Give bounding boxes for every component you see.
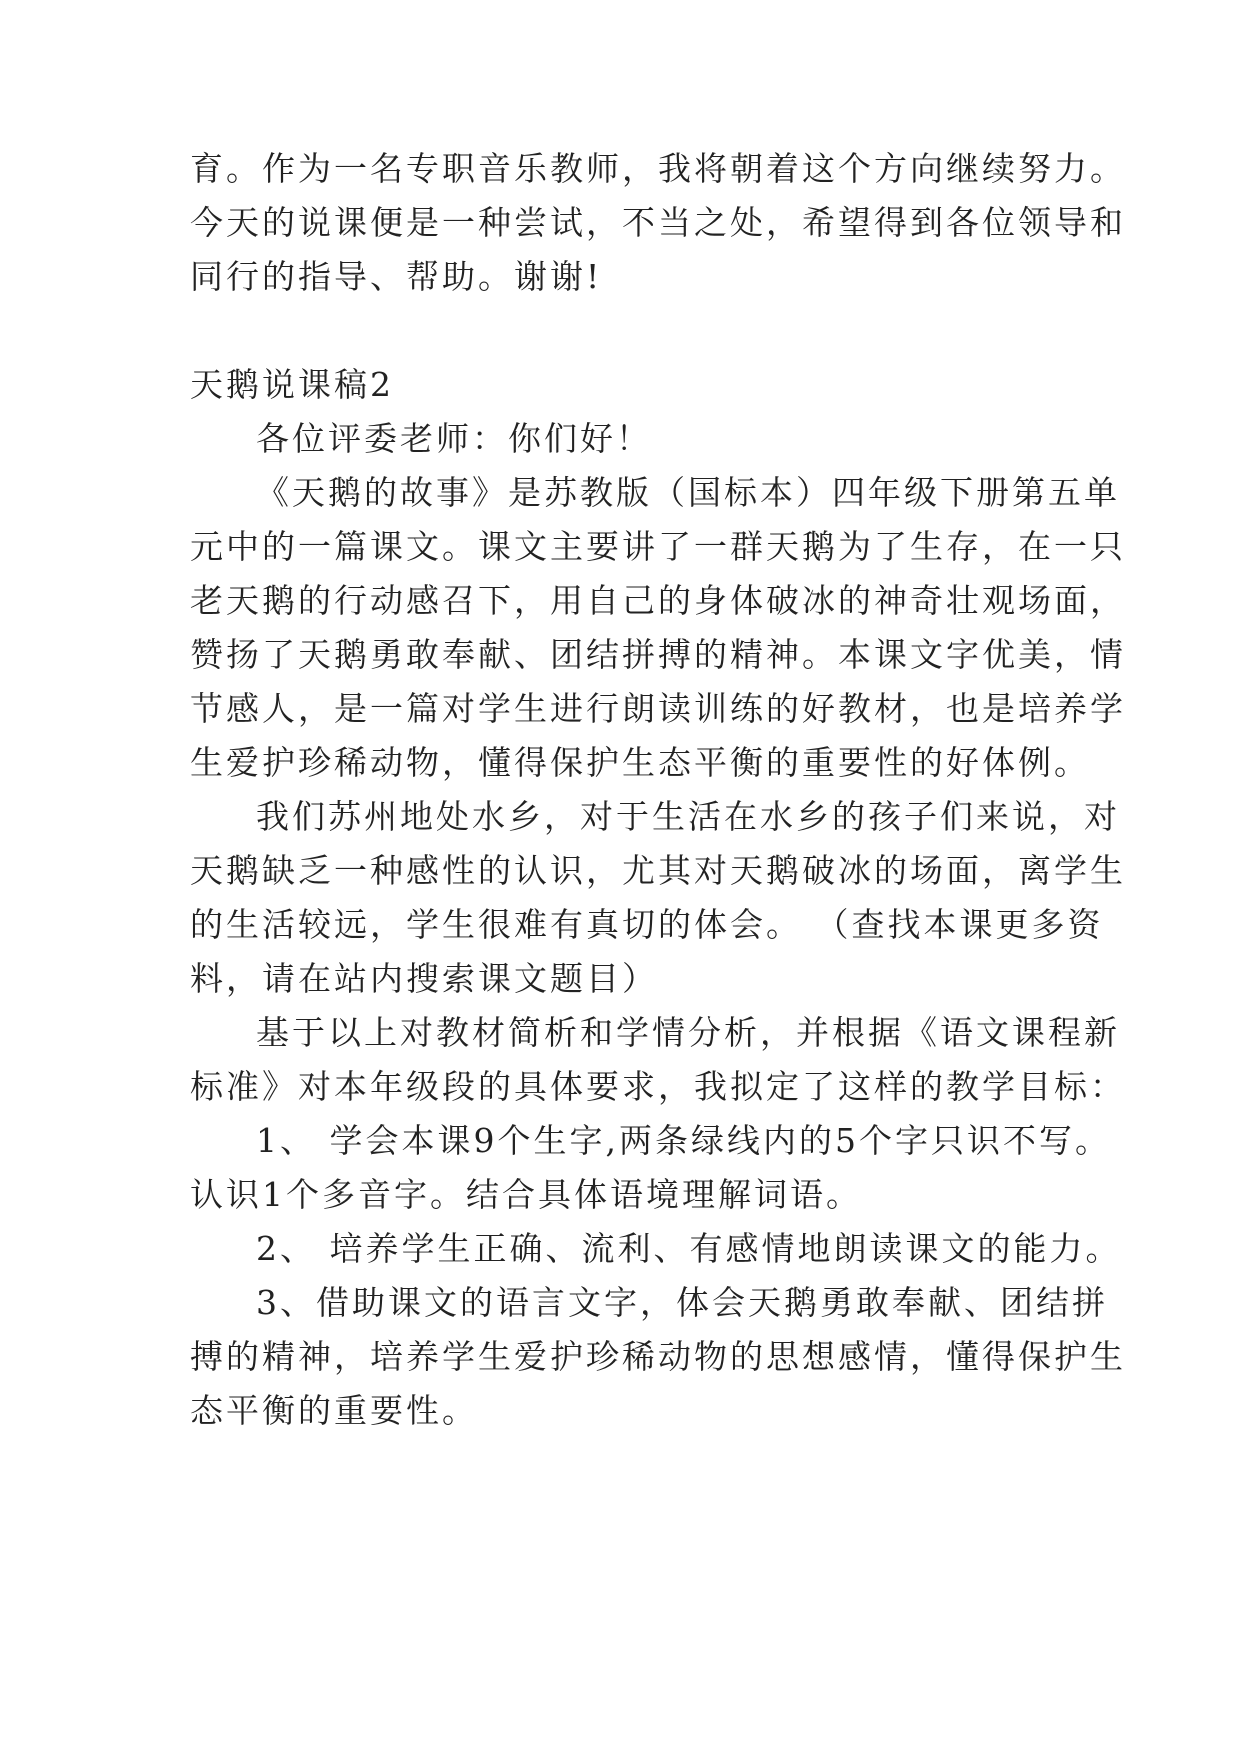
paragraph-line: 赞扬了天鹅勇敢奉献、团结拼搏的精神。本课文字优美，情 xyxy=(190,635,1126,674)
paragraph-line: 我们苏州地处水乡，对于生活在水乡的孩子们来说，对 xyxy=(256,797,1120,836)
section-title: 天鹅说课稿2 xyxy=(190,365,394,404)
paragraph-line: 育。作为一名专职音乐教师，我将朝着这个方向继续努力。 xyxy=(190,149,1126,188)
goal-item-line: 认识1个多音字。结合具体语境理解词语。 xyxy=(190,1175,862,1214)
paragraph-line: 今天的说课便是一种尝试，不当之处，希望得到各位领导和 xyxy=(190,203,1126,242)
paragraph-line: 天鹅缺乏一种感性的认识，尤其对天鹅破冰的场面，离学生 xyxy=(190,851,1126,890)
paragraph-line: 基于以上对教材简析和学情分析，并根据《语文课程新 xyxy=(256,1013,1120,1052)
paragraph-line: 的生活较远，学生很难有真切的体会。 （查找本课更多资 xyxy=(190,905,1104,944)
goal-item-line: 搏的精神，培养学生爱护珍稀动物的思想感情，懂得保护生 xyxy=(190,1337,1126,1376)
goal-item-line: 态平衡的重要性。 xyxy=(190,1391,478,1430)
paragraph-line: 《天鹅的故事》是苏教版（国标本）四年级下册第五单 xyxy=(256,473,1120,512)
paragraph-line: 同行的指导、帮助。谢谢! xyxy=(190,257,603,296)
paragraph-line: 老天鹅的行动感召下，用自己的身体破冰的神奇壮观场面， xyxy=(190,581,1126,620)
goal-item-line: 2、 培养学生正确、流利、有感情地朗读课文的能力。 xyxy=(256,1229,1122,1268)
goal-item-line: 1、 学会本课9个生字,两条绿线内的5个字只识不写。 xyxy=(256,1121,1111,1160)
paragraph-line: 料，请在站内搜索课文题目） xyxy=(190,959,658,998)
goal-item-line: 3、借助课文的语言文字，体会天鹅勇敢奉献、团结拼 xyxy=(256,1283,1108,1322)
paragraph-line: 元中的一篇课文。课文主要讲了一群天鹅为了生存，在一只 xyxy=(190,527,1126,566)
paragraph-line: 节感人，是一篇对学生进行朗读训练的好教材，也是培养学 xyxy=(190,689,1126,728)
paragraph-line: 标准》对本年级段的具体要求，我拟定了这样的教学目标： xyxy=(190,1067,1126,1106)
greeting-line: 各位评委老师：你们好！ xyxy=(256,419,652,458)
paragraph-line: 生爱护珍稀动物，懂得保护生态平衡的重要性的好体例。 xyxy=(190,743,1090,782)
